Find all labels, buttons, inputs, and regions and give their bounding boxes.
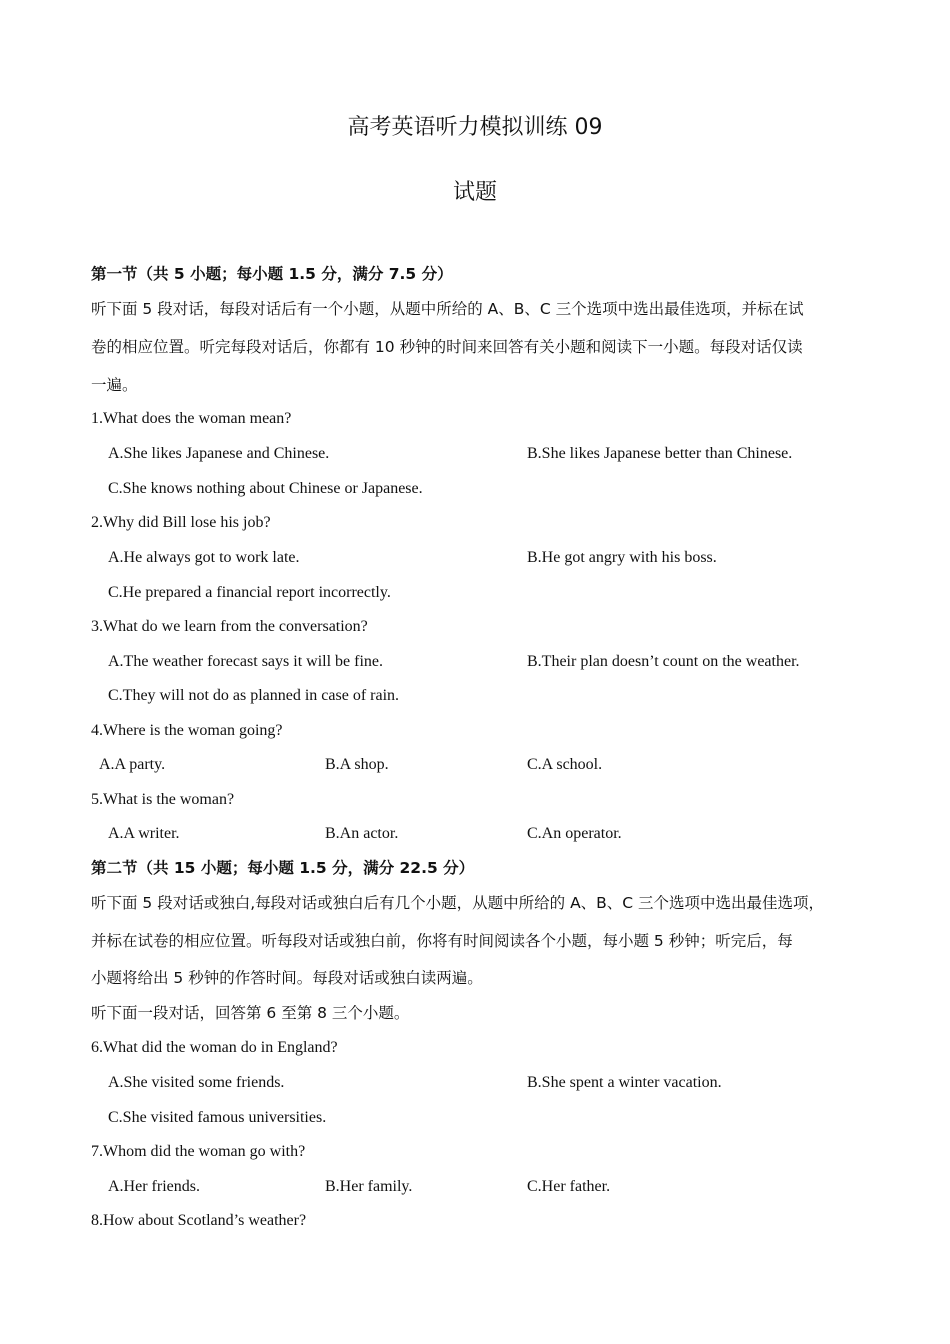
section2-instructions-line: 并标在试卷的相应位置。听每段对话或独白前，你将有时间阅读各个小题，每小题 5 秒钟；听完后，每	[91, 932, 793, 950]
document-title: 高考英语听力模拟训练 09	[347, 115, 603, 140]
section1-instructions-line: 一遍。	[91, 376, 138, 394]
q3-option-b: B.Their plan doesn’t count on the weather.	[527, 653, 800, 670]
q3-option-a: A.The weather forecast says it will be fine.	[108, 653, 384, 670]
section1-instructions-line: 听下面 5 段对话，每段对话后有一个小题，从题中所给的 A、B、C 三个选项中选出最佳选项，并标在试	[91, 300, 804, 318]
question-6: 6.What did the woman do in England?	[91, 1039, 338, 1056]
q4-option-c: C.A school.	[527, 756, 603, 773]
question-7: 7.Whom did the woman go with?	[91, 1143, 306, 1160]
q1-option-a: A.She likes Japanese and Chinese.	[108, 445, 330, 462]
section2-instructions-line: 小题将给出 5 秒钟的作答时间。每段对话或独白读两遍。	[91, 969, 483, 987]
q4-option-b: B.A shop.	[325, 756, 389, 773]
q2-option-c: C.He prepared a financial report incorrectly.	[108, 584, 391, 601]
q1-option-c: C.She knows nothing about Chinese or Japanese.	[108, 480, 423, 497]
section1-instructions-line: 卷的相应位置。听完每段对话后，你都有 10 秒钟的时间来回答有关小题和阅读下一小题。每段对话仅读	[91, 338, 803, 356]
q6-option-a: A.She visited some friends.	[108, 1074, 285, 1091]
q3-option-c: C.They will not do as planned in case of rain.	[108, 687, 400, 704]
q7-option-a: A.Her friends.	[108, 1178, 200, 1195]
q5-option-b: B.An actor.	[325, 825, 399, 842]
q1-option-b: B.She likes Japanese better than Chinese.	[527, 445, 793, 462]
question-3: 3.What do we learn from the conversation?	[91, 618, 368, 635]
q6-option-b: B.She spent a winter vacation.	[527, 1074, 722, 1091]
question-8: 8.How about Scotland’s weather?	[91, 1212, 307, 1229]
question-2: 2.Why did Bill lose his job?	[91, 514, 271, 531]
document-subtitle: 试题	[452, 180, 497, 205]
question-5: 5.What is the woman?	[91, 791, 235, 808]
question-4: 4.Where is the woman going?	[91, 722, 283, 739]
q5-option-c: C.An operator.	[527, 825, 622, 842]
q5-option-a: A.A writer.	[108, 825, 180, 842]
section2-heading: 第二节（共 15 小题；每小题 1.5 分，满分 22.5 分）	[91, 859, 475, 877]
q2-option-b: B.He got angry with his boss.	[527, 549, 717, 566]
q7-option-c: C.Her father.	[527, 1178, 611, 1195]
question-1: 1.What does the woman mean?	[91, 410, 292, 427]
section1-heading: 第一节（共 5 小题；每小题 1.5 分，满分 7.5 分）	[91, 265, 453, 283]
q7-option-b: B.Her family.	[325, 1178, 413, 1195]
q4-option-a: A.A party.	[99, 756, 166, 773]
q6-option-c: C.She visited famous universities.	[108, 1109, 327, 1126]
q2-option-a: A.He always got to work late.	[108, 549, 300, 566]
section2-instructions-line: 听下面 5 段对话或独白,每段对话或独白后有几个小题，从题中所给的 A、B、C 三个选项中选出最佳选项，	[91, 894, 825, 912]
section2-note: 听下面一段对话，回答第 6 至第 8 三个小题。	[91, 1004, 410, 1022]
